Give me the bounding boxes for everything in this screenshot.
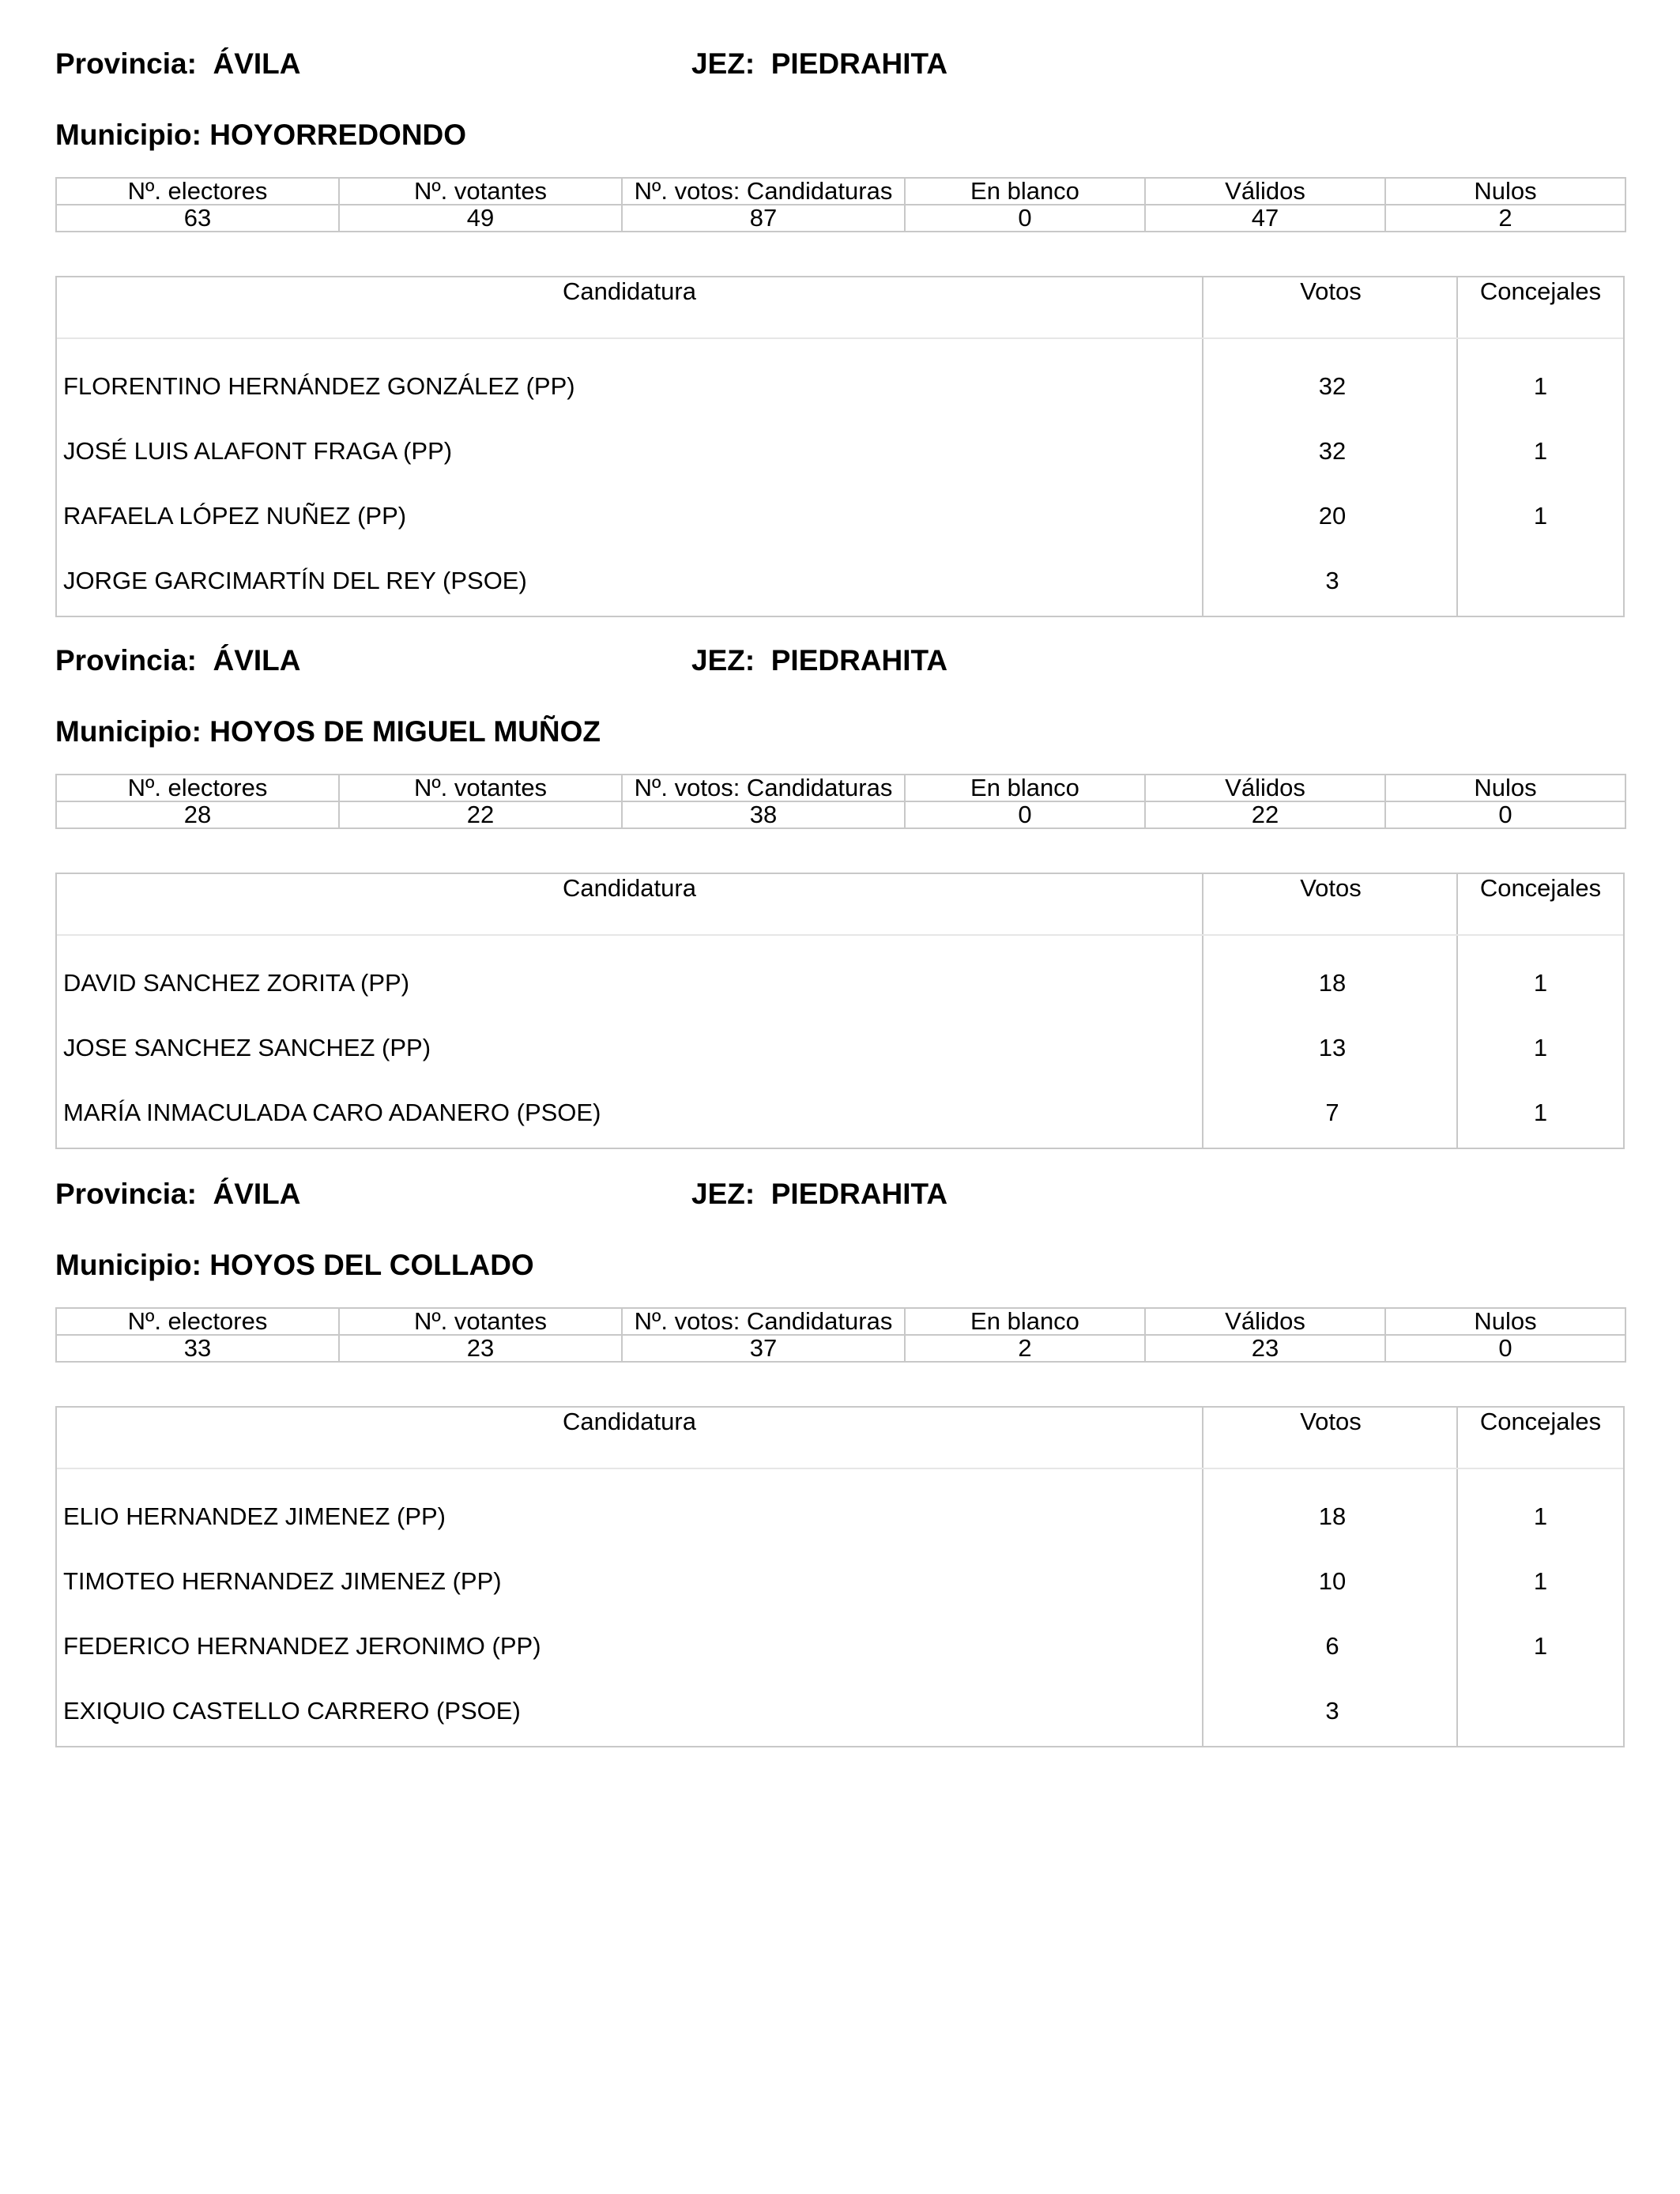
candidate-votes: 13 [1318,1034,1347,1061]
stats-table [55,1307,1626,1363]
stats-value-nulos: 2 [1385,205,1625,232]
stats-header-nulos: Nulos [1385,178,1625,205]
stats-value-en-blanco: 2 [905,1335,1145,1362]
provincia-header [55,47,300,81]
provincia-label: Provincia: [55,1178,197,1210]
header-votos: Votos [1300,874,1362,902]
candidate-votes: 6 [1325,1632,1339,1660]
header-concejales: Concejales [1479,1408,1602,1435]
municipio-value: HOYORREDONDO [209,119,467,151]
municipio-label: Municipio: [55,1249,202,1281]
provincia-label: Provincia: [55,47,197,80]
stats-header-votantes: Nº. votantes [339,178,622,205]
candidate-concejales: 1 [1533,502,1548,530]
candidate-name: JORGE GARCIMARTÍN DEL REY (PSOE) [63,567,527,594]
candidate-votes: 32 [1318,437,1347,465]
stats-value-validos: 22 [1145,801,1385,828]
candidate-concejales: 1 [1533,437,1548,465]
table-row [57,358,1623,423]
candidates-table [55,1406,1625,1747]
table-row [57,955,1623,1020]
header-candidatura: Candidatura [563,874,696,902]
stats-header-nulos: Nulos [1385,775,1625,801]
provincia-header [55,644,300,677]
municipio-value: HOYOS DE MIGUEL MUÑOZ [209,715,601,748]
candidate-votes: 32 [1318,372,1347,400]
stats-value-nulos: 0 [1385,1335,1625,1362]
candidate-votes: 18 [1318,1502,1347,1530]
stats-value-electores: 28 [56,801,339,828]
candidates-table-header [57,277,1623,339]
jez-value: PIEDRAHITA [770,644,948,677]
candidate-name: TIMOTEO HERNANDEZ JIMENEZ (PP) [63,1567,502,1595]
candidate-name: FEDERICO HERNANDEZ JERONIMO (PP) [63,1632,541,1660]
table-row [57,1683,1623,1746]
table-row [57,1488,1623,1553]
stats-header-electores: Nº. electores [56,178,339,205]
header-concejales: Concejales [1479,277,1602,305]
header-concejales: Concejales [1479,874,1602,902]
candidate-votes: 3 [1325,1697,1339,1725]
stats-header-validos: Válidos [1145,178,1385,205]
stats-header-nulos: Nulos [1385,1308,1625,1335]
stats-value-nulos: 0 [1385,801,1625,828]
candidate-name: DAVID SANCHEZ ZORITA (PP) [63,969,410,997]
stats-value-votos-candidaturas: 38 [622,801,905,828]
jez-header [691,1178,947,1211]
header-candidatura: Candidatura [563,1408,696,1435]
table-row [57,488,1623,552]
stats-value-en-blanco: 0 [905,801,1145,828]
table-row [57,1084,1623,1148]
candidate-name: JOSÉ LUIS ALAFONT FRAGA (PP) [63,437,453,465]
candidate-name: MARÍA INMACULADA CARO ADANERO (PSOE) [63,1099,601,1126]
candidates-table [55,873,1625,1149]
stats-header-validos: Válidos [1145,1308,1385,1335]
candidates-table-header [57,1408,1623,1469]
jez-header [691,47,947,81]
stats-header-en-blanco: En blanco [905,775,1145,801]
provincia-header [55,1178,300,1211]
stats-value-votos-candidaturas: 37 [622,1335,905,1362]
candidate-votes: 3 [1325,567,1339,594]
candidate-concejales: 1 [1533,1099,1548,1126]
stats-header-validos: Válidos [1145,775,1385,801]
stats-value-electores: 63 [56,205,339,232]
table-row [57,1553,1623,1618]
stats-value-votos-candidaturas: 87 [622,205,905,232]
jez-value: PIEDRAHITA [770,47,948,80]
stats-header-electores: Nº. electores [56,1308,339,1335]
provincia-value: ÁVILA [213,1178,301,1210]
jez-label: JEZ: [691,47,755,80]
municipio-label: Municipio: [55,715,202,748]
table-row [57,552,1623,616]
candidate-name: ELIO HERNANDEZ JIMENEZ (PP) [63,1502,446,1530]
candidates-table [55,276,1625,617]
municipio-header [55,1249,534,1282]
candidate-concejales: 1 [1533,1502,1548,1530]
jez-header [691,644,947,677]
stats-header-votantes: Nº. votantes [339,775,622,801]
municipio-header [55,715,601,748]
candidate-name: JOSE SANCHEZ SANCHEZ (PP) [63,1034,431,1061]
stats-header-electores: Nº. electores [56,775,339,801]
provincia-value: ÁVILA [213,644,301,677]
candidate-name: FLORENTINO HERNÁNDEZ GONZÁLEZ (PP) [63,372,575,400]
jez-value: PIEDRAHITA [770,1178,948,1210]
provincia-value: ÁVILA [213,47,301,80]
candidate-name: RAFAELA LÓPEZ NUÑEZ (PP) [63,502,407,530]
stats-header-votos-candidaturas: Nº. votos: Candidaturas [622,775,905,801]
provincia-label: Provincia: [55,644,197,677]
stats-header-votantes: Nº. votantes [339,1308,622,1335]
stats-value-validos: 23 [1145,1335,1385,1362]
stats-header-en-blanco: En blanco [905,178,1145,205]
stats-value-votantes: 23 [339,1335,622,1362]
stats-header-votos-candidaturas: Nº. votos: Candidaturas [622,1308,905,1335]
candidate-concejales: 1 [1533,372,1548,400]
stats-header-votos-candidaturas: Nº. votos: Candidaturas [622,178,905,205]
table-row [57,1618,1623,1683]
candidate-votes: 7 [1325,1099,1339,1126]
candidates-table-header [57,874,1623,936]
stats-table [55,177,1626,232]
stats-table [55,774,1626,829]
table-row [57,1020,1623,1084]
candidate-votes: 20 [1318,502,1347,530]
header-votos: Votos [1300,277,1362,305]
municipio-label: Municipio: [55,119,202,151]
stats-value-validos: 47 [1145,205,1385,232]
stats-value-votantes: 22 [339,801,622,828]
candidate-concejales: 1 [1533,1567,1548,1595]
table-row [57,423,1623,488]
header-candidatura: Candidatura [563,277,696,305]
stats-header-en-blanco: En blanco [905,1308,1145,1335]
municipio-header [55,119,466,152]
candidate-concejales: 1 [1533,1632,1548,1660]
candidate-concejales: 1 [1533,969,1548,997]
candidate-votes: 10 [1318,1567,1347,1595]
stats-value-electores: 33 [56,1335,339,1362]
candidate-name: EXIQUIO CASTELLO CARRERO (PSOE) [63,1697,521,1725]
candidate-concejales: 1 [1533,1034,1548,1061]
candidate-votes: 18 [1318,969,1347,997]
stats-value-votantes: 49 [339,205,622,232]
jez-label: JEZ: [691,1178,755,1210]
stats-value-en-blanco: 0 [905,205,1145,232]
municipio-value: HOYOS DEL COLLADO [209,1249,534,1281]
jez-label: JEZ: [691,644,755,677]
header-votos: Votos [1300,1408,1362,1435]
